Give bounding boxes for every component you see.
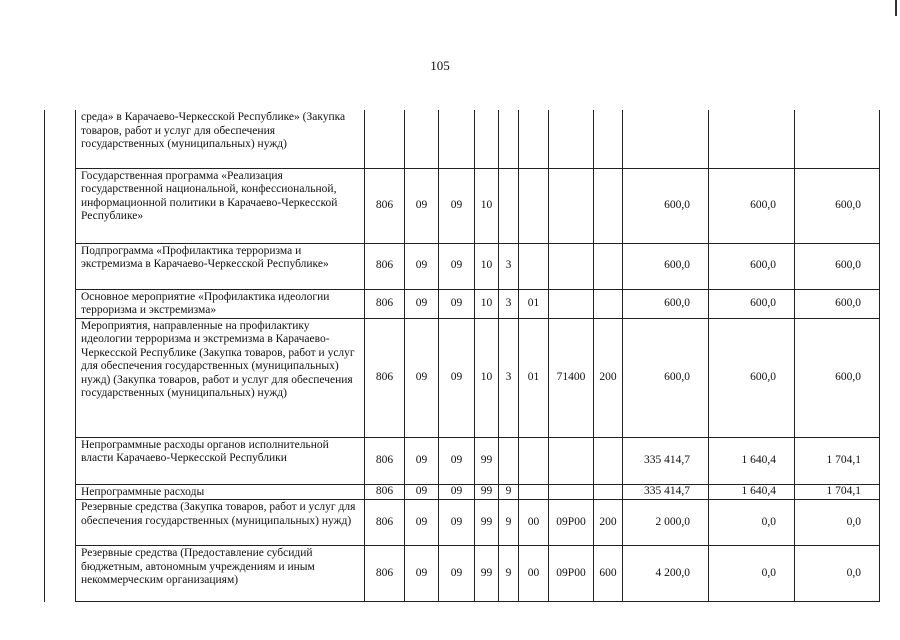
code-cell-c3: 09	[439, 437, 475, 484]
code-cell-c7	[549, 289, 594, 318]
amount-cell-v3: 1 704,1	[795, 437, 880, 484]
amount-cell-v2: 0,0	[709, 500, 795, 546]
row-name: Непрограммные расходы	[76, 484, 365, 500]
row-name: Основное мероприятие «Профилактика идеологии терроризма и экстремизма»	[76, 289, 365, 318]
table-row	[45, 500, 880, 546]
amount-cell-v3: 600,0	[795, 289, 880, 318]
code-cell-c3: 09	[439, 168, 475, 243]
code-cell-c5: 3	[499, 289, 519, 318]
code-cell-c8: 600	[594, 546, 623, 602]
code-cell-c5	[499, 168, 519, 243]
code-cell-c6	[519, 484, 549, 500]
amount-cell-v3: 600,0	[795, 243, 880, 289]
indent-cell	[45, 243, 76, 289]
page-edge-mark	[895, 0, 897, 16]
amount-cell-v2: 0,0	[709, 546, 795, 602]
amount-cell-v2: 600,0	[709, 243, 795, 289]
code-cell-c8	[594, 110, 623, 168]
amount-cell-v2: 1 640,4	[709, 437, 795, 484]
row-name: Государственная программа «Реализация государственной национальной, конфессиональной, информационной политики в Карачаево-Черкесской Республике»	[76, 168, 365, 243]
code-cell-c3	[439, 110, 475, 168]
table-body	[45, 110, 880, 602]
code-cell-c1: 806	[365, 437, 405, 484]
table-row	[45, 484, 880, 500]
code-cell-c3: 09	[439, 500, 475, 546]
amount-cell-v2: 1 640,4	[709, 484, 795, 500]
amount-cell-v1: 600,0	[623, 289, 709, 318]
code-cell-c7: 09Р00	[549, 500, 594, 546]
code-cell-c4: 10	[475, 243, 499, 289]
code-cell-c2: 09	[405, 289, 439, 318]
budget-table	[44, 110, 880, 602]
amount-cell-v3	[795, 110, 880, 168]
code-cell-c7: 71400	[549, 318, 594, 437]
code-cell-c5: 3	[499, 318, 519, 437]
code-cell-c1: 806	[365, 484, 405, 500]
code-cell-c6	[519, 110, 549, 168]
code-cell-c6	[519, 243, 549, 289]
code-cell-c7	[549, 168, 594, 243]
code-cell-c6: 01	[519, 318, 549, 437]
code-cell-c4: 99	[475, 546, 499, 602]
code-cell-c6	[519, 437, 549, 484]
code-cell-c3: 09	[439, 243, 475, 289]
code-cell-c8: 200	[594, 318, 623, 437]
row-name: Мероприятия, направленные на профилактику идеологии терроризма и экстремизма в Карачаево-Черкесской Республике (Закупка товаров, работ и услуг для обеспечения государственных (муниципальных) нужд) (Закупка товаров, работ и услуг для обеспечения государственных (муниципальных) нужд)	[76, 318, 365, 437]
code-cell-c2	[405, 110, 439, 168]
code-cell-c2: 09	[405, 243, 439, 289]
code-cell-c2: 09	[405, 500, 439, 546]
table-row	[45, 318, 880, 437]
amount-cell-v1: 2 000,0	[623, 500, 709, 546]
code-cell-c4: 10	[475, 289, 499, 318]
code-cell-c6: 01	[519, 289, 549, 318]
page-number: 105	[430, 58, 450, 73]
code-cell-c4: 10	[475, 318, 499, 437]
table-row	[45, 168, 880, 243]
code-cell-c3: 09	[439, 546, 475, 602]
amount-cell-v3: 0,0	[795, 546, 880, 602]
amount-cell-v1	[623, 110, 709, 168]
code-cell-c5: 9	[499, 500, 519, 546]
amount-cell-v3: 1 704,1	[795, 484, 880, 500]
code-cell-c8	[594, 437, 623, 484]
amount-cell-v1: 4 200,0	[623, 546, 709, 602]
code-cell-c8	[594, 289, 623, 318]
code-cell-c6: 00	[519, 546, 549, 602]
code-cell-c1: 806	[365, 546, 405, 602]
code-cell-c4	[475, 110, 499, 168]
code-cell-c3: 09	[439, 289, 475, 318]
code-cell-c4: 99	[475, 500, 499, 546]
code-cell-c1: 806	[365, 168, 405, 243]
code-cell-c7	[549, 484, 594, 500]
code-cell-c1	[365, 110, 405, 168]
amount-cell-v3: 600,0	[795, 318, 880, 437]
indent-cell	[45, 318, 76, 437]
amount-cell-v1: 335 414,7	[623, 437, 709, 484]
amount-cell-v1: 600,0	[623, 243, 709, 289]
code-cell-c1: 806	[365, 318, 405, 437]
code-cell-c3: 09	[439, 318, 475, 437]
code-cell-c5	[499, 437, 519, 484]
code-cell-c7: 09Р00	[549, 546, 594, 602]
code-cell-c4: 99	[475, 484, 499, 500]
amount-cell-v2: 600,0	[709, 168, 795, 243]
code-cell-c8	[594, 243, 623, 289]
amount-cell-v1: 600,0	[623, 168, 709, 243]
indent-cell	[45, 484, 76, 500]
amount-cell-v2	[709, 110, 795, 168]
indent-cell	[45, 500, 76, 546]
code-cell-c7	[549, 437, 594, 484]
row-name: Резервные средства (Закупка товаров, работ и услуг для обеспечения государственных (муниципальных) нужд)	[76, 500, 365, 546]
code-cell-c5: 9	[499, 484, 519, 500]
code-cell-c7	[549, 110, 594, 168]
code-cell-c8: 200	[594, 500, 623, 546]
code-cell-c2: 09	[405, 437, 439, 484]
code-cell-c2: 09	[405, 484, 439, 500]
code-cell-c8	[594, 168, 623, 243]
table-row	[45, 289, 880, 318]
row-name: Подпрограмма «Профилактика терроризма и экстремизма в Карачаево-Черкесской Республике»	[76, 243, 365, 289]
indent-cell	[45, 110, 76, 168]
indent-cell	[45, 546, 76, 602]
code-cell-c6: 00	[519, 500, 549, 546]
code-cell-c1: 806	[365, 289, 405, 318]
code-cell-c2: 09	[405, 318, 439, 437]
code-cell-c5: 9	[499, 546, 519, 602]
amount-cell-v3: 600,0	[795, 168, 880, 243]
amount-cell-v3: 0,0	[795, 500, 880, 546]
code-cell-c3: 09	[439, 484, 475, 500]
amount-cell-v2: 600,0	[709, 289, 795, 318]
code-cell-c1: 806	[365, 243, 405, 289]
amount-cell-v1: 335 414,7	[623, 484, 709, 500]
row-name: Непрограммные расходы органов исполнительной власти Карачаево-Черкесской Республики	[76, 437, 365, 484]
code-cell-c2: 09	[405, 546, 439, 602]
indent-cell	[45, 437, 76, 484]
code-cell-c1: 806	[365, 500, 405, 546]
code-cell-c5	[499, 110, 519, 168]
table-row	[45, 437, 880, 484]
code-cell-c4: 10	[475, 168, 499, 243]
row-name: среда» в Карачаево-Черкесской Республике» (Закупка товаров, работ и услуг для обеспечения государственных (муниципальных) нужд)	[76, 110, 365, 168]
code-cell-c8	[594, 484, 623, 500]
indent-cell	[45, 289, 76, 318]
amount-cell-v1: 600,0	[623, 318, 709, 437]
code-cell-c2: 09	[405, 168, 439, 243]
table-row	[45, 546, 880, 602]
indent-cell	[45, 168, 76, 243]
code-cell-c4: 99	[475, 437, 499, 484]
code-cell-c7	[549, 243, 594, 289]
row-name: Резервные средства (Предоставление субсидий бюджетным, автономным учреждениям и иным некоммерческим организациям)	[76, 546, 365, 602]
amount-cell-v2: 600,0	[709, 318, 795, 437]
table-row	[45, 110, 880, 168]
code-cell-c5: 3	[499, 243, 519, 289]
code-cell-c6	[519, 168, 549, 243]
table-row	[45, 243, 880, 289]
